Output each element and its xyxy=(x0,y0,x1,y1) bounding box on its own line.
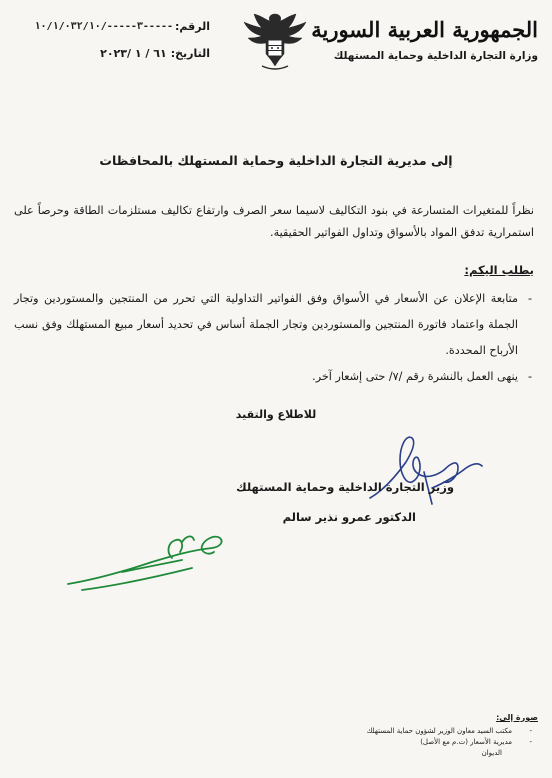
eagle-emblem-icon xyxy=(240,6,310,76)
list-item: الديوان xyxy=(481,749,502,757)
request-list xyxy=(14,286,534,390)
minister-signature xyxy=(362,432,492,510)
request-heading: يطلب اليكم: xyxy=(464,263,534,277)
green-signature xyxy=(62,528,232,598)
list-item: - مكتب السيد معاون الوزير لشؤون حماية المستهلك xyxy=(367,726,538,737)
letter-meta xyxy=(10,20,210,60)
minister-name: الدكتور عمرو نذير سالم xyxy=(282,510,416,524)
letterhead-right xyxy=(311,16,538,62)
copies-list xyxy=(367,726,538,759)
reference-label: الرقم: xyxy=(175,20,210,33)
list-item: - ينهى العمل بالنشرة رقم /٧/ حتى إشعار آخر. xyxy=(14,364,534,390)
list-item: - متابعة الإعلان عن الأسعار في الأسواق وفق الفواتير التداولية التي تحرر من المنتجين والمستوردين وتجار الجملة واعتماد فاتورة المنتجين والمستوردين وتجار الجملة أساس في تحديد أسعار مبيع المستهلك وفق نسب الأرباح المحددة. xyxy=(14,286,534,364)
list-item: - مديرية الأسعار (ت.م مع الأصل) xyxy=(367,737,538,748)
date-label: التاريخ: xyxy=(170,47,210,60)
republic-name: الجمهورية العربية السورية xyxy=(311,17,538,42)
minister-title: وزير التجارة الداخلية وحماية المستهلك xyxy=(236,480,454,494)
intro-paragraph: نظراً للمتغيرات المتسارعة في بنود التكاليف لاسيما سعر الصرف وارتفاع تكاليف مستلزمات الطاقة وحرصاً على استمرارية تدفق المواد بالأسواق وتداول الفواتير الحقيقية. xyxy=(14,204,534,239)
for-information-note: للاطلاع والتقيد xyxy=(235,408,317,421)
ministry-name: وزارة التجارة الداخلية وحماية المستهلك xyxy=(333,50,538,62)
reference-line xyxy=(10,20,210,33)
addressee: إلى مديرية التجارة الداخلية وحماية المستهلك بالمحافظات xyxy=(99,153,453,168)
copies-heading: صورة إلى: xyxy=(496,713,538,722)
date-line xyxy=(10,47,210,60)
date-value: ٦١ / ١ /٢٠٢٣ xyxy=(100,47,167,60)
reference-number: -----٣-----/١٠/١/٠٣٢/١٠ xyxy=(34,21,174,32)
